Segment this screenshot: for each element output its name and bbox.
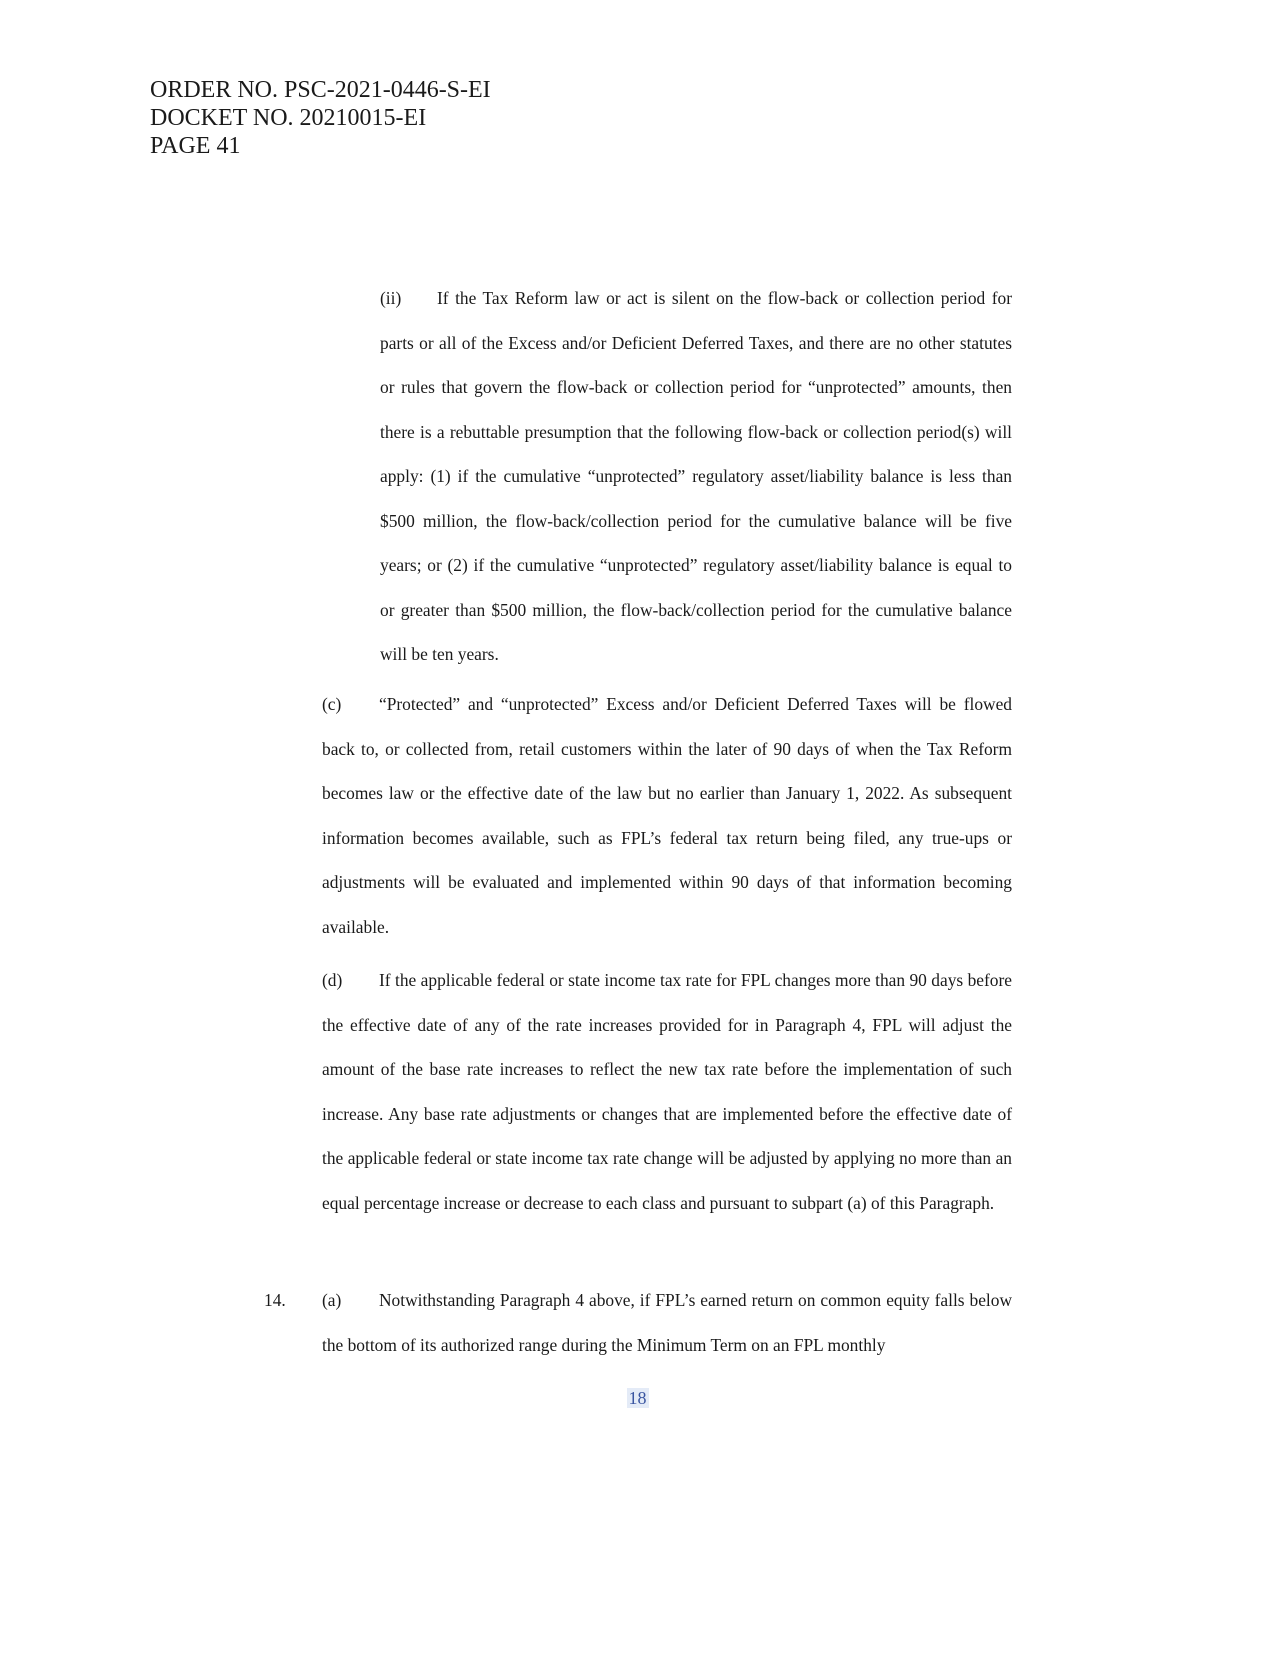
paragraph-label: (a) (322, 1290, 342, 1310)
paragraph-label: (ii) (380, 288, 402, 308)
paragraph-number: 14. (264, 1290, 286, 1310)
paragraph-ii (380, 276, 1012, 677)
docket-number: DOCKET NO. 20210015-EI (150, 105, 427, 131)
document-header (150, 76, 491, 160)
paragraph-label: (c) (322, 694, 342, 714)
paragraph-text: Notwithstanding Paragraph 4 above, if FPL’s earned return on common equity falls below the bottom of its authorized range during the Minimum Term on an FPL monthly (322, 1290, 1012, 1355)
paragraph-text: If the Tax Reform law or act is silent on the flow-back or collection period for parts or all of the Excess and/or Deficient Deferred Taxes, and there are no other statutes or rules that govern the flow-back or collection period for “unprotected” amounts, then there is a rebuttable presumption that the following flow-back or collection period(s) will apply: (1) if the cumulative “unprotected” regulatory asset/liability balance is less than $500 million, the flow-back/collection period for the cumulative balance will be five years; or (2) if the cumulative “unprotected” regulatory asset/liability balance is equal to or greater than $500 million, the flow-back/collection period for the cumulative balance will be ten years. (380, 288, 1012, 664)
paragraph-d (322, 958, 1012, 1225)
order-number: ORDER NO. PSC-2021-0446-S-EI (150, 77, 491, 103)
paragraph-text: If the applicable federal or state income tax rate for FPL changes more than 90 days before the effective date of any of the rate increases provided for in Paragraph 4, FPL will adjust the amount of the base rate increases to reflect the new tax rate before the implementation of such increase. Any base rate adjustments or changes that are implemented before the effective date of the applicable federal or state income tax rate change will be adjusted by applying no more than an equal percentage increase or decrease to each class and pursuant to subpart (a) of this Paragraph. (322, 970, 1012, 1213)
paragraph-text: “Protected” and “unprotected” Excess and/or Deficient Deferred Taxes will be flowed back to, or collected from, retail customers within the later of 90 days of when the Tax Reform becomes law or the effective date of the law but no earlier than January 1, 2022. As subsequent information becomes available, such as FPL’s federal tax return being filed, any true-ups or adjustments will be evaluated and implemented within 90 days of that information becoming available. (322, 694, 1012, 937)
page-label: PAGE 41 (150, 133, 241, 159)
page-number-text: 18 (628, 1388, 647, 1408)
page-number (0, 1388, 1275, 1409)
paragraph-c (322, 682, 1012, 949)
paragraph-label: (d) (322, 970, 343, 990)
paragraph-14a (322, 1278, 1012, 1367)
